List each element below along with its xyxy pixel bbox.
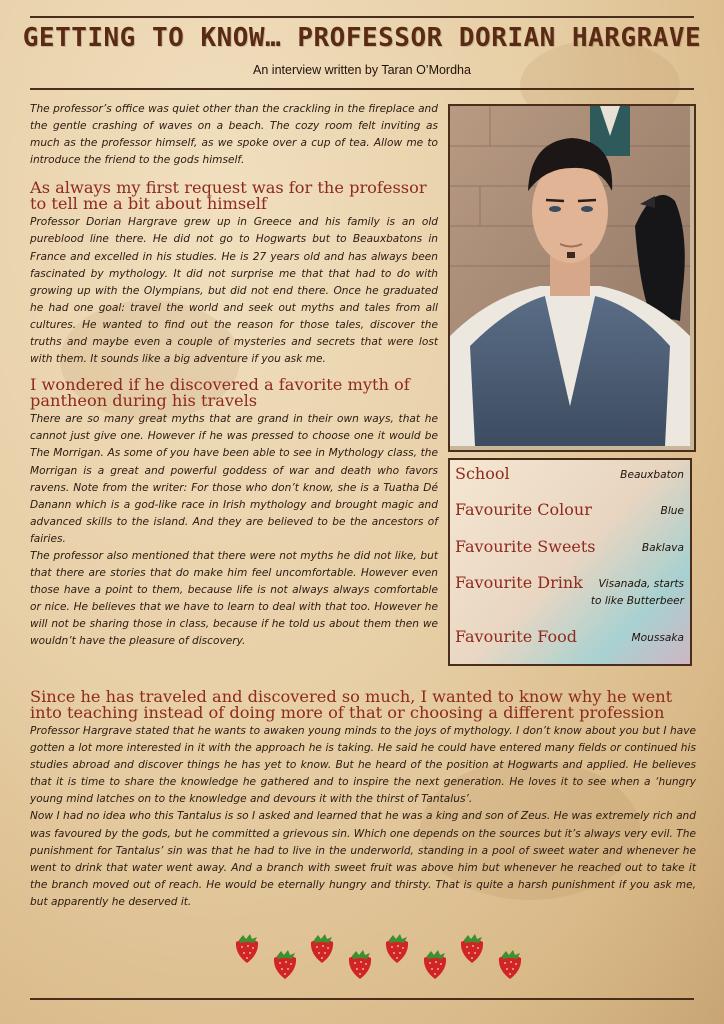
portrait-image-drawing: [450, 106, 690, 446]
strawberry-icon: [345, 948, 375, 980]
section-paragraph: There are so many great myths that are grand in their own ways, that he cannot just give one. However if he was pressed to choose one it would be The Morrigan. As some of you have been able to see in Mythology class, the Morrigan is a great and powerful goddess of war and death who favors ravens. Note from the writer: For those who don’t know, she is a Tuatha Dé Danann which is a god-like race in Irish mythology and brought magic and advanced skills to the island. And they are believed to be the ancestors of fairies.: [30, 413, 438, 545]
strawberry-icon: [382, 932, 412, 964]
strawberry-icon: [495, 948, 525, 980]
article-full-width: [30, 689, 696, 911]
strawberry-icon: [307, 932, 337, 964]
section-heading: As always my first request was for the professor to tell me a bit about himself: [30, 178, 427, 214]
strawberry-icon: [420, 948, 450, 980]
section-heading: Since he has traveled and discovered so much, I wanted to know why he went into teaching instead of doing more of that or choosing a different profession: [30, 687, 673, 722]
bottom-rule: [30, 998, 694, 1000]
strawberry-decoration: [232, 930, 532, 984]
fact-value: Baklava: [641, 542, 684, 554]
fact-label: School: [455, 464, 510, 483]
fact-box: [448, 458, 692, 666]
section-paragraph: Professor Dorian Hargrave grew up in Greece and his family is an old pureblood line there. He did not go to Hogwarts but to Beauxbatons in France and excelled in his studies. He is 27 years old and has always been fascinated by mythology. It did not surprise me that that had to do with growing up with the Olympians, but did not end there. Once he graduated he had one goal: travel the world and seek out myths and tales from all cultures. He wanted to find out the reason for those tales, discover the truths and maybe even a couple of mysteries and secrets that were lost with them. It sounds like a big adventure if you ask me.: [30, 216, 438, 366]
page-title: GETTING TO KNOW… PROFESSOR DORIAN HARGRAVE: [22, 23, 702, 53]
section-heading: I wondered if he discovered a favorite myth of pantheon during his travels: [30, 375, 410, 411]
byline: An interview written by Taran O’Mordha: [253, 63, 471, 77]
strawberry-icon: [457, 932, 487, 964]
top-rule: [30, 16, 694, 18]
section-paragraph: Professor Hargrave stated that he wants to awaken young minds to the joys of mythology. I don’t know about you but I have gotten a lot more interested in it with the approach he is taking. He said he could have entered many fields or continued his studies abroad and discover things he has yet to know. But he heard of the position at Hogwarts and applied. He believes that it is time to share the knowledge he gathered and to inspire the next generation. He loves it to see when a ‘hungry young mind latches on to the knowledge and devours it with the thirst of Tantalus’.: [30, 725, 696, 806]
intro-paragraph: The professor’s office was quiet other than the crackling in the fireplace and the gentle crashing of waves on a beach. The cozy room felt inviting as much as the professor himself, as we spoke over a cup of tea. Allow me to introduce the friend to the gods himself.: [30, 103, 438, 167]
fact-value: Blue: [660, 505, 684, 517]
strawberry-icon: [270, 948, 300, 980]
fact-value: Beauxbaton: [620, 469, 684, 481]
fact-value: Moussaka: [631, 632, 684, 644]
article-left-column: [30, 101, 438, 651]
section-paragraph: The professor also mentioned that there were not myths he did not like, but that there are stories that do make him feel uncomfortable. However even those have a point to them, because life is not always always comfortable or nice. He believes that we have to learn to deal with that too. However he will not be sharing those in class, because if he told us about them then we wouldn’t have the pleasure of discovery.: [30, 549, 438, 648]
fact-label: Favourite Drink: [455, 573, 583, 592]
fact-label: Favourite Colour: [455, 500, 592, 519]
fact-label: Favourite Sweets: [455, 537, 596, 556]
section-paragraph: Now I had no idea who this Tantalus is so I asked and learned that he was a king and son of Zeus. He was extremely rich and was favoured by the gods, but he committed a grievous sin. Which one depends on the sources but it’s always very evil. The punishment for Tantalus’ sin was that he had to live in the underworld, standing in a pool of sweet water and whenever he went to drink that water went away. And a branch with sweet fruit was above him but whenever he reached out to take it the branch moved out of reach. He would be eternally hungry and thirsty. That is quite a harsh punishment if you ask me, but apparently he deserved it.: [30, 810, 696, 908]
fact-label: Favourite Food: [455, 627, 578, 646]
fact-value: Visanada, starts to like Butterbeer: [590, 578, 684, 607]
header-rule: [30, 88, 694, 90]
strawberry-icon: [232, 932, 262, 964]
portrait-image: [448, 104, 696, 452]
